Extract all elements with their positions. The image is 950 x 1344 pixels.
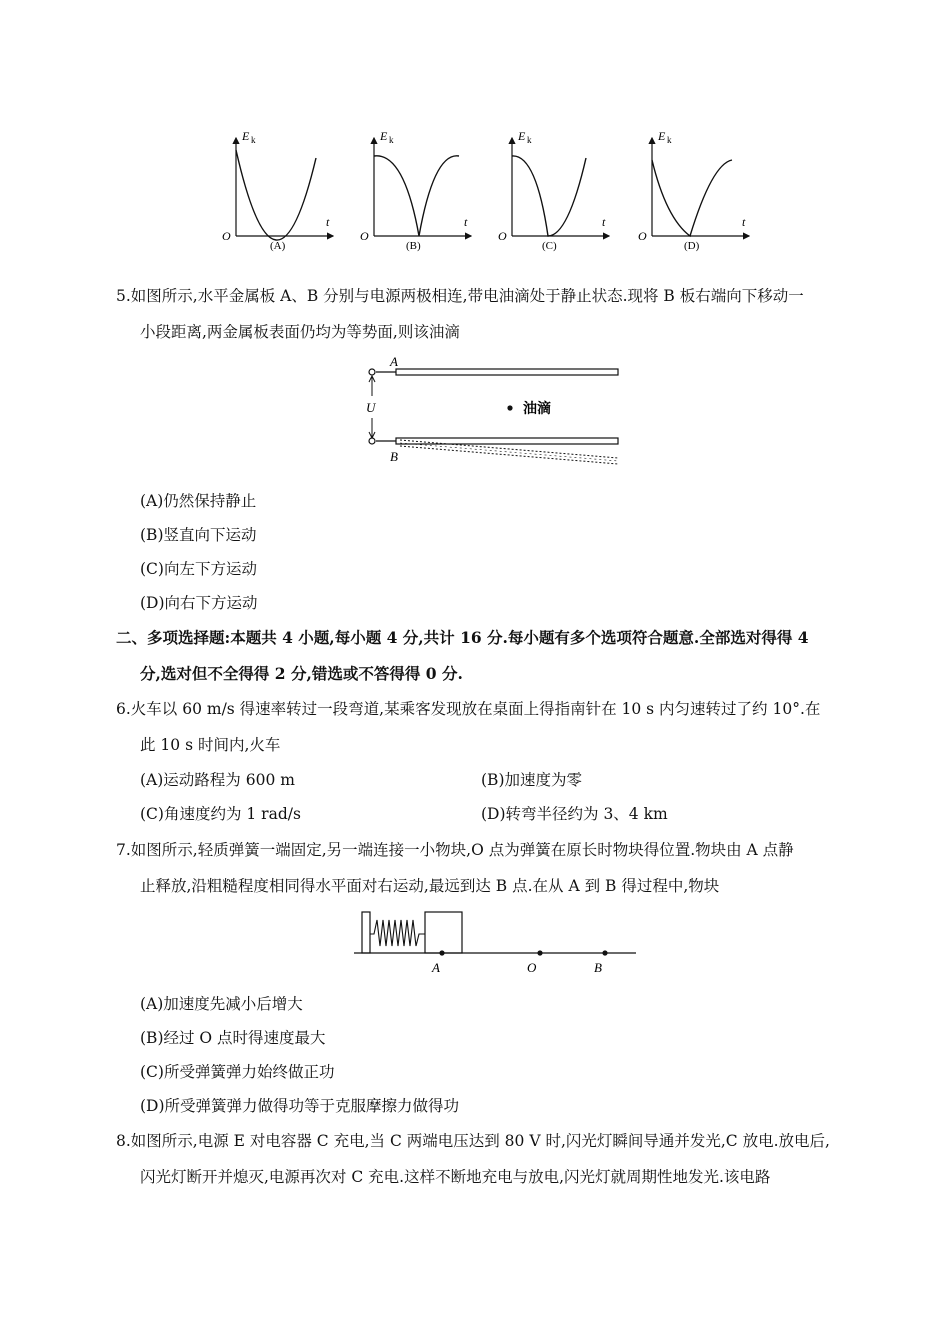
svg-text:t: t [464,215,468,229]
svg-text:B: B [390,449,398,464]
q7-option-b: (B)经过 O 点时得速度最大 [140,1029,326,1047]
q5-option-c: (C)向左下方运动 [140,560,257,578]
q6-option-c: (C)角速度约为 1 rad/s [140,805,301,823]
q7-stem-line2: 止释放,沿粗糙程度相同得水平面对右运动,最远到达 B 点.在从 A 到 B 得过程中,物块 [140,877,720,895]
svg-text:k: k [667,135,672,145]
q5-option-a: (A)仍然保持静止 [140,492,257,510]
q7-option-c: (C)所受弹簧弹力始终做正功 [140,1063,335,1081]
svg-text:A: A [432,960,440,975]
q8-stem-line1: 8.如图所示,电源 E 对电容器 C 充电,当 C 两端电压达到 80 V 时,闪光灯瞬间导通并发光,C 放电.放电后, [116,1132,830,1150]
svg-text:t: t [326,215,330,229]
svg-text:O: O [498,229,507,243]
svg-text:t: t [742,215,746,229]
svg-text:E: E [658,129,666,143]
svg-text:油滴: 油滴 [523,402,551,417]
q5-option-b: (B)竖直向下运动 [140,526,257,544]
svg-text:E: E [242,129,250,143]
svg-text:t: t [602,215,606,229]
svg-text:B: B [594,960,602,975]
svg-text:O: O [222,229,231,243]
q5-stem-line1: 5.如图所示,水平金属板 A、B 分别与电源两极相连,带电油滴处于静止状态.现将 B 板右端向下移动一 [116,287,804,305]
q7-stem-line1: 7.如图所示,轻质弹簧一端固定,另一端连接一小物块,O 点为弹簧在原长时物块得位置.物块由 A 点静 [116,841,794,859]
svg-text:(C): (C) [542,240,557,252]
svg-text:U: U [366,400,376,415]
q5-stem-line2: 小段距离,两金属板表面仍均为等势面,则该油滴 [140,323,460,341]
q6-option-b: (B)加速度为零 [481,771,582,789]
q7-option-a: (A)加速度先减小后增大 [140,995,303,1013]
svg-text:O: O [360,229,369,243]
svg-text:E: E [518,129,526,143]
q6-stem-line1: 6.火车以 60 m/s 得速率转过一段弯道,某乘客发现放在桌面上得指南针在 10 s 内匀速转过了约 10°.在 [116,700,821,718]
graph-b [360,129,471,252]
svg-text:(D): (D) [684,240,700,252]
svg-text:k: k [389,135,394,145]
svg-text:O: O [638,229,647,243]
svg-text:A: A [390,354,398,369]
svg-text:k: k [527,135,532,145]
spring-block-figure [354,906,636,978]
q5-option-d: (D)向右下方运动 [140,594,258,612]
svg-text:(A): (A) [270,240,286,252]
section2-heading-line1: 二、多项选择题:本题共 4 小题,每小题 4 分,共计 16 分.每小题有多个选项符合题意.全部选对得得 4 [116,628,809,647]
ek-graphs-figure [218,118,758,258]
q6-option-a: (A)运动路程为 600 m [140,771,295,789]
svg-text:k: k [251,135,256,145]
svg-text:O: O [527,960,537,975]
svg-text:E: E [380,129,388,143]
section2-heading-line2: 分,选对但不全得得 2 分,错选或不答得得 0 分. [140,664,463,683]
q6-stem-line2: 此 10 s 时间内,火车 [140,736,281,754]
capacitor-plates-figure [360,354,626,470]
q7-option-d: (D)所受弹簧弹力做得功等于克服摩擦力做得功 [140,1097,460,1115]
graph-d [638,129,749,252]
svg-text:(B): (B) [406,240,421,252]
graph-c [498,129,609,252]
graph-a [222,129,333,252]
q8-stem-line2: 闪光灯断开并熄灭,电源再次对 C 充电.这样不断地充电与放电,闪光灯就周期性地发光.该电路 [140,1168,771,1186]
q6-option-d: (D)转弯半径约为 3、4 km [481,805,668,823]
